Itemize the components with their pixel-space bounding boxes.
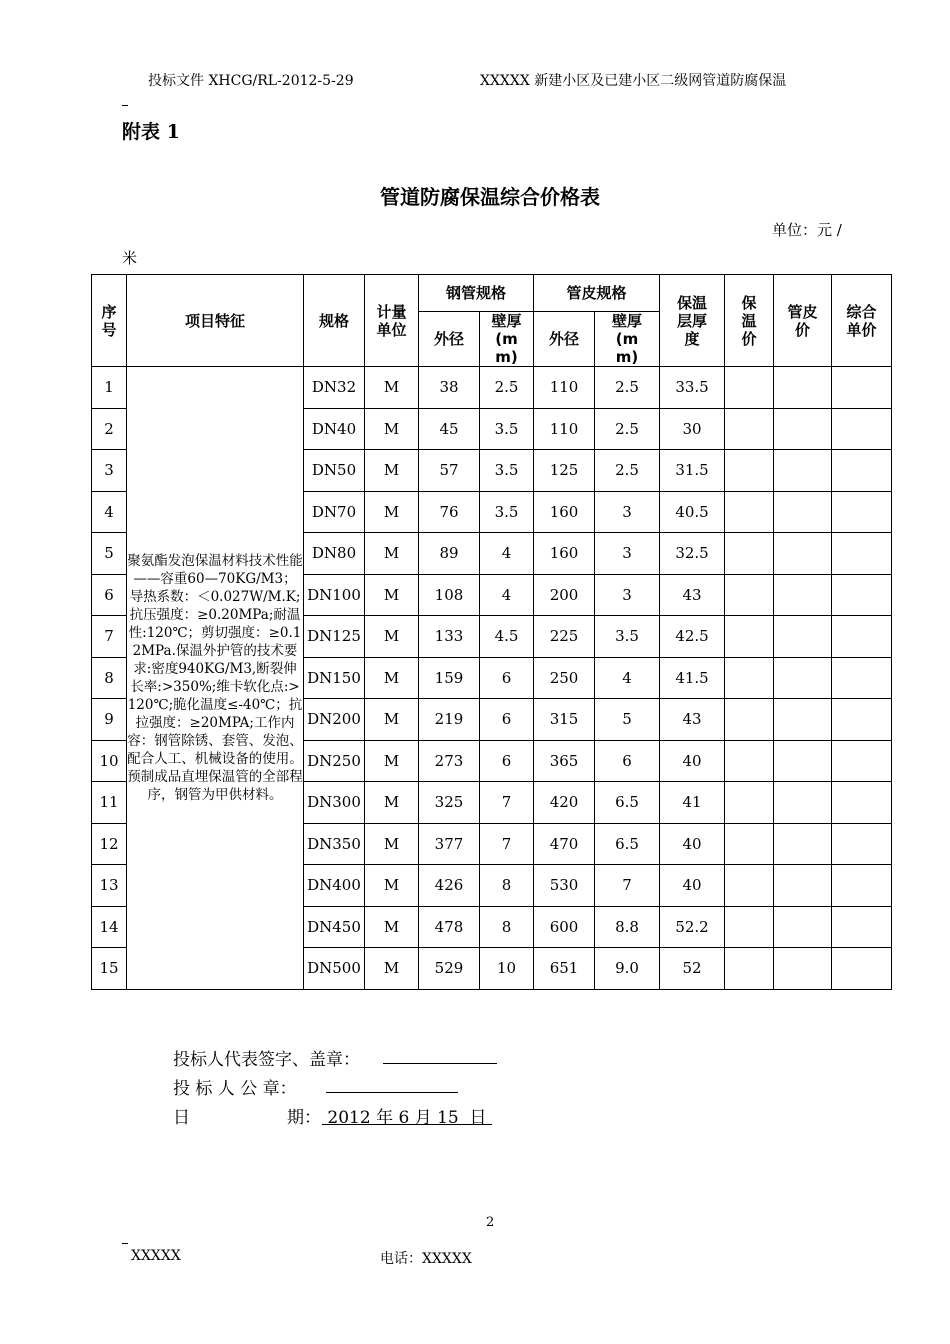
cell-ins-price[interactable] bbox=[725, 740, 774, 782]
cell-seq: 2 bbox=[92, 408, 127, 450]
cell-steel-wall: 4.5 bbox=[480, 616, 534, 658]
cell-steel-od: 38 bbox=[419, 367, 480, 409]
cell-steel-wall: 6 bbox=[480, 657, 534, 699]
cell-total-price[interactable] bbox=[832, 865, 892, 907]
cell-unit: M bbox=[365, 657, 419, 699]
cell-unit: M bbox=[365, 491, 419, 533]
cell-seq: 14 bbox=[92, 906, 127, 948]
cell-steel-wall: 8 bbox=[480, 906, 534, 948]
cell-jacket-od: 250 bbox=[534, 657, 595, 699]
cell-total-price[interactable] bbox=[832, 450, 892, 492]
col-header-ins-price: 保温价 bbox=[725, 275, 774, 367]
col-header-feature: 项目特征 bbox=[127, 275, 304, 367]
cell-seq: 7 bbox=[92, 616, 127, 658]
cell-ins-thickness: 41 bbox=[660, 782, 725, 824]
col-header-jacket-price: 管皮价 bbox=[774, 275, 832, 367]
cell-seq: 13 bbox=[92, 865, 127, 907]
date-label-a: 日 bbox=[173, 1108, 190, 1128]
cell-ins-thickness: 33.5 bbox=[660, 367, 725, 409]
cell-unit: M bbox=[365, 782, 419, 824]
cell-jacket-price[interactable] bbox=[774, 616, 832, 658]
cell-seq: 11 bbox=[92, 782, 127, 824]
footer-right: 电话：XXXXX bbox=[380, 1251, 472, 1267]
cell-jacket-wall: 2.5 bbox=[595, 367, 660, 409]
cell-seq: 10 bbox=[92, 740, 127, 782]
cell-jacket-od: 200 bbox=[534, 574, 595, 616]
cell-spec: DN70 bbox=[304, 491, 365, 533]
cell-jacket-price[interactable] bbox=[774, 699, 832, 741]
cell-jacket-price[interactable] bbox=[774, 823, 832, 865]
cell-jacket-price[interactable] bbox=[774, 367, 832, 409]
cell-total-price[interactable] bbox=[832, 657, 892, 699]
cell-unit: M bbox=[365, 574, 419, 616]
cell-jacket-od: 225 bbox=[534, 616, 595, 658]
col-header-seq: 序号 bbox=[92, 275, 127, 367]
cell-total-price[interactable] bbox=[832, 616, 892, 658]
cell-ins-thickness: 40 bbox=[660, 740, 725, 782]
cell-jacket-price[interactable] bbox=[774, 906, 832, 948]
cell-steel-od: 219 bbox=[419, 699, 480, 741]
cell-total-price[interactable] bbox=[832, 367, 892, 409]
cell-steel-wall: 4 bbox=[480, 533, 534, 575]
cell-seq: 6 bbox=[92, 574, 127, 616]
cell-seq: 4 bbox=[92, 491, 127, 533]
cell-unit: M bbox=[365, 823, 419, 865]
unit-label: 单位：元 / bbox=[772, 221, 842, 239]
cell-ins-price[interactable] bbox=[725, 657, 774, 699]
cell-steel-od: 108 bbox=[419, 574, 480, 616]
footer-divider-mark bbox=[122, 1243, 128, 1244]
cell-unit: M bbox=[365, 616, 419, 658]
cell-ins-price[interactable] bbox=[725, 782, 774, 824]
cell-total-price[interactable] bbox=[832, 491, 892, 533]
col-header-jacket-group: 管皮规格 bbox=[534, 275, 660, 312]
cell-ins-thickness: 43 bbox=[660, 699, 725, 741]
cell-steel-od: 325 bbox=[419, 782, 480, 824]
cell-ins-thickness: 40.5 bbox=[660, 491, 725, 533]
cell-steel-od: 426 bbox=[419, 865, 480, 907]
footer-left: XXXXX bbox=[131, 1248, 181, 1264]
cell-jacket-price[interactable] bbox=[774, 408, 832, 450]
cell-jacket-wall: 4 bbox=[595, 657, 660, 699]
cell-unit: M bbox=[365, 533, 419, 575]
cell-ins-price[interactable] bbox=[725, 491, 774, 533]
cell-seq: 8 bbox=[92, 657, 127, 699]
cell-jacket-price[interactable] bbox=[774, 948, 832, 990]
cell-ins-price[interactable] bbox=[725, 906, 774, 948]
cell-ins-thickness: 52.2 bbox=[660, 906, 725, 948]
cell-ins-thickness: 42.5 bbox=[660, 616, 725, 658]
cell-steel-od: 133 bbox=[419, 616, 480, 658]
cell-jacket-wall: 6.5 bbox=[595, 823, 660, 865]
cell-total-price[interactable] bbox=[832, 574, 892, 616]
cell-unit: M bbox=[365, 699, 419, 741]
cell-spec: DN150 bbox=[304, 657, 365, 699]
cell-seq: 15 bbox=[92, 948, 127, 990]
cell-jacket-price[interactable] bbox=[774, 574, 832, 616]
col-header-od2: 外径 bbox=[534, 312, 595, 367]
cell-spec: DN125 bbox=[304, 616, 365, 658]
cell-spec: DN50 bbox=[304, 450, 365, 492]
cell-steel-od: 478 bbox=[419, 906, 480, 948]
header-divider-mark bbox=[122, 105, 128, 106]
cell-ins-thickness: 32.5 bbox=[660, 533, 725, 575]
col-header-wall2: 壁厚(mm) bbox=[595, 312, 660, 367]
cell-jacket-price[interactable] bbox=[774, 450, 832, 492]
cell-jacket-price[interactable] bbox=[774, 865, 832, 907]
cell-spec: DN450 bbox=[304, 906, 365, 948]
cell-jacket-od: 420 bbox=[534, 782, 595, 824]
cell-total-price[interactable] bbox=[832, 823, 892, 865]
cell-seq: 3 bbox=[92, 450, 127, 492]
header-right: XXXXX 新建小区及已建小区二级网管道防腐保温 bbox=[480, 73, 787, 89]
cell-steel-wall: 10 bbox=[480, 948, 534, 990]
annex-label: 附表 1 bbox=[122, 121, 180, 143]
page-number: 2 bbox=[486, 1215, 495, 1230]
cell-seq: 12 bbox=[92, 823, 127, 865]
cell-jacket-wall: 2.5 bbox=[595, 408, 660, 450]
cell-steel-wall: 7 bbox=[480, 782, 534, 824]
cell-ins-thickness: 40 bbox=[660, 823, 725, 865]
cell-seq: 9 bbox=[92, 699, 127, 741]
cell-jacket-price[interactable] bbox=[774, 740, 832, 782]
cell-jacket-wall: 6 bbox=[595, 740, 660, 782]
cell-jacket-wall: 5 bbox=[595, 699, 660, 741]
cell-unit: M bbox=[365, 906, 419, 948]
cell-jacket-od: 315 bbox=[534, 699, 595, 741]
cell-spec: DN300 bbox=[304, 782, 365, 824]
unit-label-continued: 米 bbox=[122, 249, 138, 267]
cell-total-price[interactable] bbox=[832, 740, 892, 782]
cell-steel-od: 76 bbox=[419, 491, 480, 533]
cell-ins-price[interactable] bbox=[725, 367, 774, 409]
cell-steel-wall: 3.5 bbox=[480, 491, 534, 533]
cell-jacket-wall: 8.8 bbox=[595, 906, 660, 948]
cell-total-price[interactable] bbox=[832, 699, 892, 741]
cell-total-price[interactable] bbox=[832, 948, 892, 990]
cell-ins-price[interactable] bbox=[725, 823, 774, 865]
col-header-od: 外径 bbox=[419, 312, 480, 367]
cell-ins-thickness: 31.5 bbox=[660, 450, 725, 492]
col-header-unit: 计量单位 bbox=[365, 275, 419, 367]
cell-steel-od: 159 bbox=[419, 657, 480, 699]
cell-spec: DN400 bbox=[304, 865, 365, 907]
cell-ins-thickness: 41.5 bbox=[660, 657, 725, 699]
cell-jacket-wall: 3 bbox=[595, 491, 660, 533]
cell-total-price[interactable] bbox=[832, 408, 892, 450]
cell-jacket-od: 470 bbox=[534, 823, 595, 865]
cell-jacket-price[interactable] bbox=[774, 657, 832, 699]
cell-steel-wall: 2.5 bbox=[480, 367, 534, 409]
cell-unit: M bbox=[365, 367, 419, 409]
cell-steel-od: 57 bbox=[419, 450, 480, 492]
cell-ins-thickness: 52 bbox=[660, 948, 725, 990]
page-title: 管道防腐保温综合价格表 bbox=[380, 185, 600, 209]
cell-ins-price[interactable] bbox=[725, 408, 774, 450]
cell-spec: DN200 bbox=[304, 699, 365, 741]
cell-ins-price[interactable] bbox=[725, 865, 774, 907]
col-header-wall: 壁厚(mm) bbox=[480, 312, 534, 367]
cell-jacket-od: 110 bbox=[534, 408, 595, 450]
cell-total-price[interactable] bbox=[832, 906, 892, 948]
cell-ins-price[interactable] bbox=[725, 948, 774, 990]
cell-unit: M bbox=[365, 408, 419, 450]
table-row bbox=[92, 367, 892, 409]
cell-steel-wall: 6 bbox=[480, 699, 534, 741]
cell-ins-thickness: 43 bbox=[660, 574, 725, 616]
cell-unit: M bbox=[365, 948, 419, 990]
seal-line[interactable] bbox=[326, 1092, 458, 1093]
cell-jacket-price[interactable] bbox=[774, 782, 832, 824]
cell-steel-od: 529 bbox=[419, 948, 480, 990]
cell-jacket-price[interactable] bbox=[774, 491, 832, 533]
cell-total-price[interactable] bbox=[832, 782, 892, 824]
cell-ins-price[interactable] bbox=[725, 533, 774, 575]
cell-jacket-wall: 3 bbox=[595, 574, 660, 616]
cell-unit: M bbox=[365, 450, 419, 492]
cell-steel-wall: 6 bbox=[480, 740, 534, 782]
price-table bbox=[91, 274, 892, 990]
cell-total-price[interactable] bbox=[832, 533, 892, 575]
cell-spec: DN80 bbox=[304, 533, 365, 575]
cell-jacket-od: 365 bbox=[534, 740, 595, 782]
cell-unit: M bbox=[365, 740, 419, 782]
cell-jacket-wall: 7 bbox=[595, 865, 660, 907]
cell-seq: 1 bbox=[92, 367, 127, 409]
col-header-ins-thickness: 保温层厚度 bbox=[660, 275, 725, 367]
cell-jacket-od: 600 bbox=[534, 906, 595, 948]
cell-steel-wall: 3.5 bbox=[480, 408, 534, 450]
cell-jacket-wall: 3.5 bbox=[595, 616, 660, 658]
cell-steel-wall: 7 bbox=[480, 823, 534, 865]
rep-signature-label: 投标人代表签字、盖章： bbox=[173, 1050, 360, 1070]
cell-spec: DN250 bbox=[304, 740, 365, 782]
seal-label: 投 标 人 公 章： bbox=[173, 1079, 297, 1099]
cell-jacket-od: 110 bbox=[534, 367, 595, 409]
cell-jacket-od: 160 bbox=[534, 533, 595, 575]
cell-ins-price[interactable] bbox=[725, 450, 774, 492]
cell-steel-od: 45 bbox=[419, 408, 480, 450]
rep-signature-line[interactable] bbox=[383, 1063, 497, 1064]
col-header-spec: 规格 bbox=[304, 275, 365, 367]
cell-feature: 聚氨酯发泡保温材料技术性能——容重60—70KG/M3；导热系数：＜0.027W/M.K;抗压强度：≥0.20MPa;耐温性:120℃；剪切强度：≥0.12MPa.保温外护管的技术要求:密度940KG/M3,断裂伸长率:>350%;维卡软化点:>120℃;脆化温度≤-40℃；抗拉强度：≥20MPA;工作内容：钢管除锈、套管、发泡、配合人工、机械设备的使用。预制成品直埋保温管的全部程序，钢管为甲供材料。 bbox=[127, 367, 304, 990]
cell-jacket-od: 160 bbox=[534, 491, 595, 533]
cell-ins-price[interactable] bbox=[725, 699, 774, 741]
header-left: 投标文件 XHCG/RL-2012-5-29 bbox=[148, 73, 354, 89]
date-label-b: 期： bbox=[287, 1108, 321, 1128]
cell-spec: DN500 bbox=[304, 948, 365, 990]
cell-ins-thickness: 30 bbox=[660, 408, 725, 450]
cell-spec: DN350 bbox=[304, 823, 365, 865]
cell-steel-wall: 3.5 bbox=[480, 450, 534, 492]
cell-jacket-od: 125 bbox=[534, 450, 595, 492]
cell-jacket-wall: 3 bbox=[595, 533, 660, 575]
cell-jacket-od: 530 bbox=[534, 865, 595, 907]
cell-ins-price[interactable] bbox=[725, 616, 774, 658]
cell-spec: DN40 bbox=[304, 408, 365, 450]
date-value: 2012 年 6 月 15 日 bbox=[322, 1108, 492, 1128]
cell-jacket-wall: 6.5 bbox=[595, 782, 660, 824]
cell-jacket-price[interactable] bbox=[774, 533, 832, 575]
cell-jacket-wall: 9.0 bbox=[595, 948, 660, 990]
cell-jacket-wall: 2.5 bbox=[595, 450, 660, 492]
cell-steel-od: 89 bbox=[419, 533, 480, 575]
cell-steel-wall: 8 bbox=[480, 865, 534, 907]
cell-steel-od: 377 bbox=[419, 823, 480, 865]
cell-steel-od: 273 bbox=[419, 740, 480, 782]
cell-ins-thickness: 40 bbox=[660, 865, 725, 907]
cell-ins-price[interactable] bbox=[725, 574, 774, 616]
cell-steel-wall: 4 bbox=[480, 574, 534, 616]
cell-spec: DN32 bbox=[304, 367, 365, 409]
cell-jacket-od: 651 bbox=[534, 948, 595, 990]
cell-seq: 5 bbox=[92, 533, 127, 575]
col-header-steel-group: 钢管规格 bbox=[419, 275, 534, 312]
cell-unit: M bbox=[365, 865, 419, 907]
cell-spec: DN100 bbox=[304, 574, 365, 616]
col-header-total-price: 综合单价 bbox=[832, 275, 892, 367]
